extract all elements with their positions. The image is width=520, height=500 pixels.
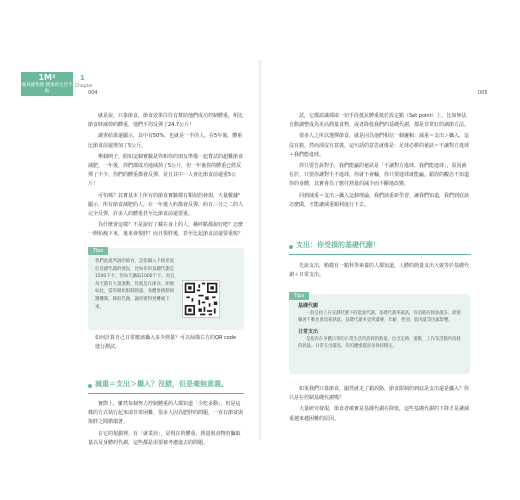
paragraph: 在它的規劃裡，有「就業誤」，是現在的體重，熱量與食物的攝取量以及身體的代謝，這些都是需要被考慮進去的問題。 — [88, 430, 241, 446]
right-body-text — [289, 112, 471, 212]
qr-code-icon — [183, 281, 219, 317]
heading-underline — [289, 254, 471, 255]
paragraph: 就是說，只靠節食，節食效果往往有幫助他們成功控制體重，相比節食時減掉的體重，他們平均反彈了24.7公斤！ — [88, 113, 244, 129]
page-number-left: 004 — [88, 90, 98, 96]
left-section-text — [88, 400, 244, 450]
paragraph: 調查結果還顯示，其中有50%，也就是一半的人，在5年後，體重比節食前還增加了5公斤。 — [88, 133, 243, 149]
heading-underline — [88, 393, 244, 394]
tips-tag-right: Tips — [289, 292, 309, 300]
qr-code-image[interactable] — [182, 280, 220, 318]
heading-bullet — [88, 384, 92, 388]
page-gutter — [258, 60, 262, 440]
tips-subheading: 日常支出 — [298, 328, 319, 335]
paragraph: 先說支出，稍微有一點科學素養的人都知道，人體的熱量支出大致等於基礎代謝＋日常支出。 — [289, 263, 470, 279]
paragraph: 大量研究發現，節食者確實是基礎代謝在降低，這些基礎代謝的下降才是讓減重越來越困難的原因。 — [289, 406, 470, 422]
book-logo — [21, 72, 73, 96]
left-body-text — [88, 112, 244, 242]
page-number-right: 005 — [478, 90, 488, 96]
tips-tag-left: Tips — [88, 247, 108, 255]
paragraph: 如果我們只靠節食，顯然就走了錯誤路，節食限制的到底是支出還是攝入？你只是在控制基礎代謝嗎？ — [289, 386, 470, 402]
paragraph: 回到減重＝支出＞攝入這個理論，我們該重新學習，讓我們知道，我們到底該怎麼做，才能讓減重順利進行下去。 — [289, 192, 470, 208]
tips-content-right — [298, 302, 464, 354]
tips-paragraph: 是指你在身體日常的正常生活所消耗的熱量，包含走路、運動、工作等活動所消耗的熱量。日常支出越高，你的體重越容易保持穩定。 — [298, 336, 461, 350]
section-heading-left: 減重＝支出＞攝入？沒錯，但是毫無意義。 — [95, 380, 228, 388]
tips-subheading: 基礎代謝 — [298, 303, 319, 309]
paragraph: 試，它都認識採取一切手段抵抗體重低於設定點（Set point）上，比如無法自動調整成為更高熱量食物，或者降低我們的基礎代謝，都是非常好的調節方法。 — [289, 113, 470, 129]
paragraph: 實際上，雖然每個努力控制體重的人都知道「少吃多動」，但是這樣的方式執行起來卻非常困難，很多人因為肥胖的問題，一直在節食與復胖之間循環著。 — [88, 401, 244, 426]
chapter-number: 1 — [80, 74, 85, 82]
qr-prompt-text: 如何計算自己日常應該攝入多少熱量？可以掃描右方的QR code進行測試。 — [95, 335, 237, 350]
chapter-label: Chapter — [75, 84, 93, 89]
paragraph: 你只要告訴對手，我們能贏的祕訣是「不讓對方進球，我們能進球」，原因就在於，只要你讓對手不進球，你就不會輸，你只要進球就能贏。錯誤的觀念不知道你的身體，其實會為了應付熱量的減少而不斷地改變。 — [289, 163, 470, 188]
paragraph: 很多人之所以選擇節食，就是因為他們相信一個邏輯：減重＝支出＞攝入，這沒有錯，然而卻沒有意義，這句話的意思就像是：足球必勝的祕訣＝不讓對方進球＋我們能進球。 — [289, 133, 470, 158]
logo-title: 1M² — [38, 73, 56, 82]
right-closing-text — [289, 385, 471, 426]
logo-subtitle: 瘦身讓我變 健康新生活手帖 — [21, 83, 73, 94]
paragraph: 為什麼會這樣？不是說好了藏在身上的人，稱呼點都說好吧？怎麼一開始瘦下來，後來會復胖？而且復胖後，甚至比起節食前還要重呢？ — [88, 222, 244, 238]
tips-paragraph: 一般是指人在安靜狀態下的能量代謝，基礎代謝率越高，你消耗的熱量越多，即使躺著不動也會消耗熱量。基礎代謝率受到遺傳、年齡、性別、肌肉量等因素影響。 — [298, 311, 461, 324]
right-section-text — [289, 262, 471, 282]
section-heading-right: 支出：你受損的基礎代謝！ — [296, 241, 380, 249]
heading-bullet — [289, 245, 293, 249]
paragraph: 可怕嗎？其實基本上所有的節食實驗都有類似的發現，大量數據⁵顯示，所有節食減肥的人，在一年後大約都會反彈，約有三分之二的人完全反彈，許多人的體重甚至比節食前還要重。 — [88, 192, 244, 218]
tips-text-left: 我們此處所說的節食，是指攝入卡路里低於基礎代謝的情況，比如你的基礎代謝是1500千卡，你每天攝取1000千卡，而且每天都有大量運動，你就是在節食。即便如此，當你開始限制熱量，身體會啟動保護機制，降低代謝，讓你變得更難瘦下來。 — [95, 259, 175, 310]
paragraph: 舉個例子，假如這個實驗是你和你的朋友準備一起嘗試的超難節食減肥。一年後，你們都成功地減掉了5公斤，但一年後你的體重已經反彈了不少，你們的體重都會反彈，並且其中一人會比節食前還重5公斤！ — [88, 153, 244, 188]
